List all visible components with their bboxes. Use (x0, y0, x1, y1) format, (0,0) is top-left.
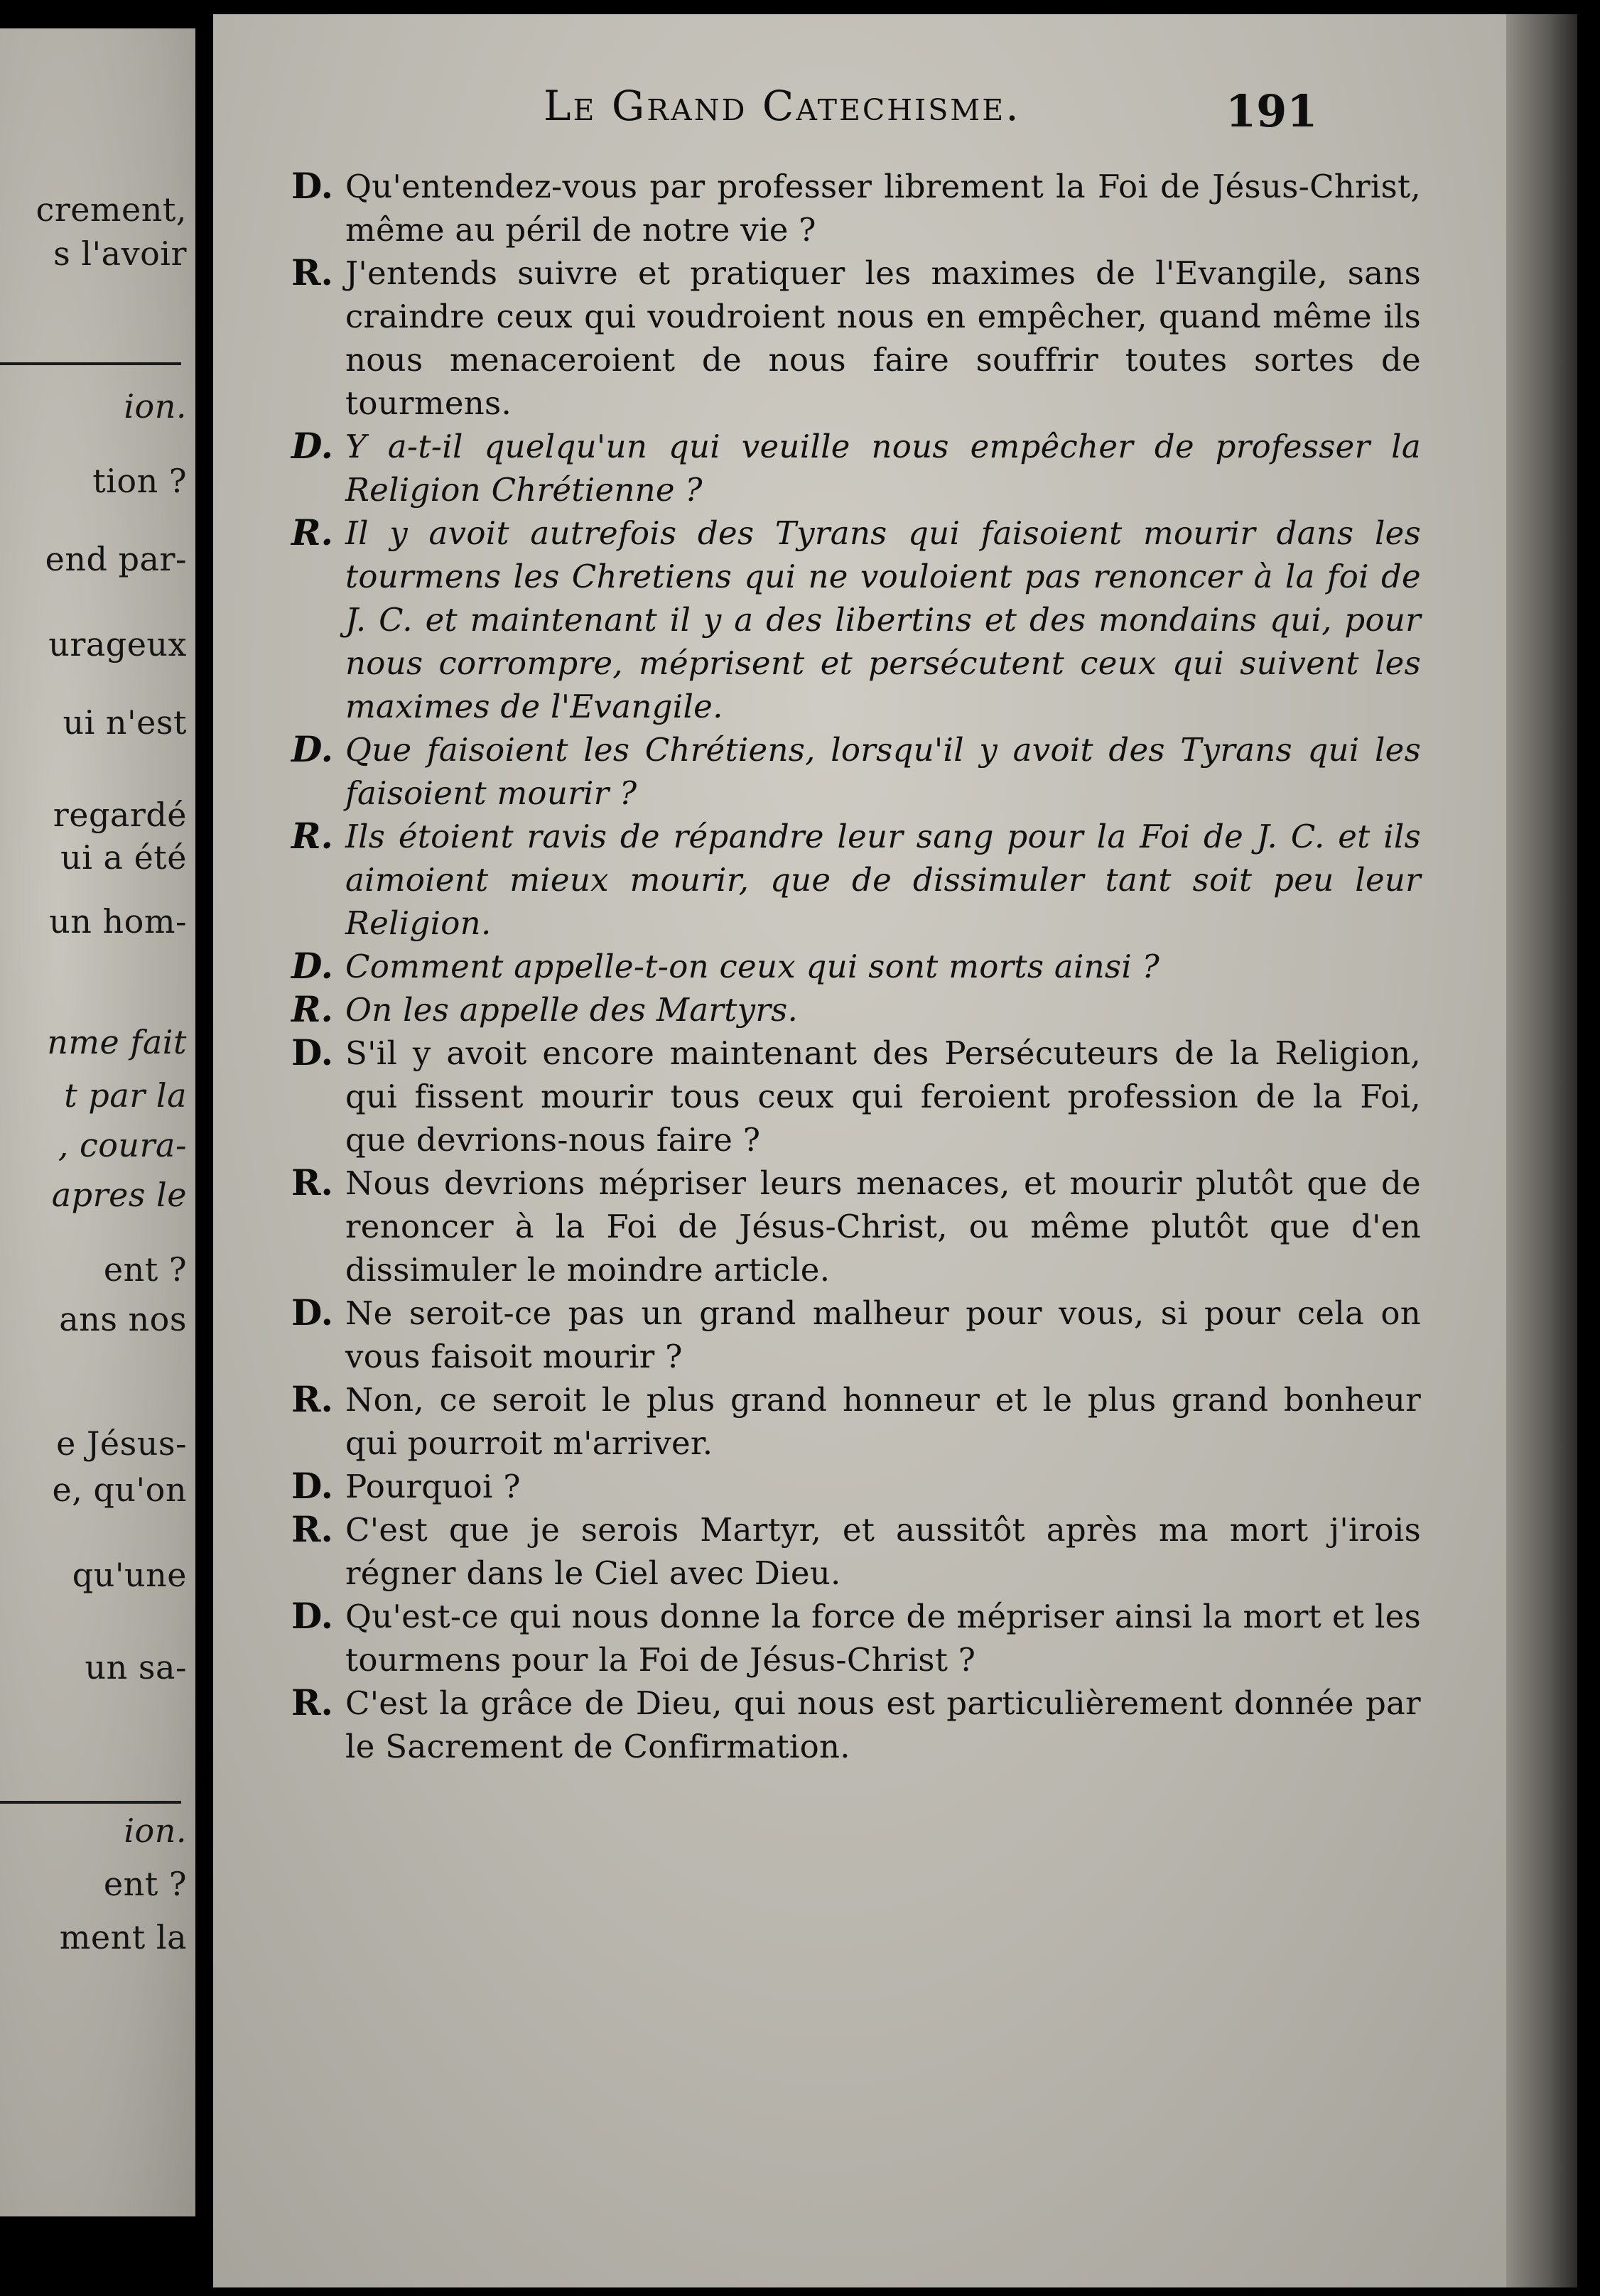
left-page-text-fragment: ion. (124, 387, 187, 426)
answer-entry (291, 1161, 1421, 1292)
entry-marker: R. (291, 1682, 333, 1723)
entry-text: Il y avoit autrefois des Tyrans qui faisoient mourir dans les tourmens les Chretiens qui ne vouloient pas renoncer à la foi de J. C. et maintenant il y a des libertins et des mondains qui, pour nous corrompre, méprisent et persécutent ceux qui suivent les maximes de l'Evangile. (345, 514, 1421, 725)
left-page-text-fragment: ion. (124, 1812, 187, 1850)
entry-marker: D. (291, 425, 333, 467)
answer-entry (291, 251, 1421, 425)
question-entry (291, 1465, 1421, 1508)
entry-marker: D. (291, 1031, 333, 1073)
left-page-fragment (0, 28, 195, 2216)
entry-text: On les appelle des Martyrs. (345, 991, 799, 1029)
entry-text: S'il y avoit encore maintenant des Persécuteurs de la Religion, qui fissent mourir tous ceux qui feroient profession de la Foi, que devrions-nous faire ? (345, 1034, 1421, 1159)
entry-marker: R. (291, 1161, 333, 1203)
left-page-text-fragment: un hom- (49, 902, 187, 941)
entry-marker: D. (291, 1292, 333, 1333)
entry-text: C'est la grâce de Dieu, qui nous est particulièrement donnée par le Sacrement de Confirmation. (345, 1684, 1421, 1765)
left-page-text-fragment: qu'une (72, 1556, 187, 1594)
right-page (213, 14, 1577, 2287)
question-entry (291, 1031, 1421, 1161)
left-page-text-fragment: nme fait (47, 1023, 187, 1061)
entry-text: Ne seroit-ce pas un grand malheur pour vous, si pour cela on vous faisoit mourir ? (345, 1294, 1421, 1375)
left-page-text-fragment: , coura- (58, 1126, 187, 1164)
entry-text: Non, ce seroit le plus grand honneur et le plus grand bonheur qui pourroit m'arriver. (345, 1381, 1421, 1462)
answer-entry (291, 1508, 1421, 1595)
entry-text: Qu'est-ce qui nous donne la force de mépriser ainsi la mort et les tourmens pour la Foi de Jésus-Christ ? (345, 1598, 1421, 1679)
answer-entry (291, 1378, 1421, 1465)
running-header: Le Grand Catechisme. (544, 82, 1021, 130)
catechism-text (291, 165, 1421, 1768)
left-page-text-fragment: t par la (64, 1076, 187, 1115)
left-page-text-fragment: ui n'est (63, 703, 187, 742)
page-edge (1506, 14, 1577, 2287)
left-page-text-fragment: ment la (59, 1918, 187, 1956)
question-entry (291, 1595, 1421, 1682)
left-page-text-fragment: ent ? (103, 1250, 187, 1289)
left-page-text-fragment: e, qu'on (52, 1471, 187, 1509)
left-page-text-fragment: s l'avoir (53, 234, 187, 273)
question-entry (291, 1292, 1421, 1378)
entry-text: Que faisoient les Chrétiens, lorsqu'il y avoit des Tyrans qui les faisoient mourir ? (345, 731, 1421, 812)
left-page-text-fragment: ent ? (103, 1865, 187, 1903)
entry-text: Nous devrions mépriser leurs menaces, et mourir plutôt que de renoncer à la Foi de Jésus-Christ, ou même plutôt que d'en dissimuler le moindre article. (345, 1164, 1421, 1289)
question-entry (291, 728, 1421, 815)
left-page-rule-top (0, 362, 181, 365)
answer-entry (291, 511, 1421, 728)
entry-marker: R. (291, 251, 333, 293)
left-page-text-fragment: tion ? (92, 462, 187, 500)
entry-text: Ils étoient ravis de répandre leur sang pour la Foi de J. C. et ils aimoient mieux mourir, que de dissimuler tant soit peu leur Religion. (345, 818, 1421, 942)
left-page-text-fragment: e Jésus- (56, 1424, 187, 1463)
entry-marker: R. (291, 1508, 333, 1550)
entry-marker: R. (291, 988, 333, 1030)
left-page-text-fragment: ui a été (60, 838, 187, 877)
left-page-text-fragment: ans nos (59, 1300, 187, 1338)
left-page-text-fragment: end par- (45, 540, 187, 578)
entry-marker: D. (291, 945, 333, 987)
left-page-text-fragment: crement, (36, 190, 187, 229)
entry-marker: D. (291, 728, 333, 770)
entry-text: Y a-t-il quelqu'un qui veuille nous empêcher de professer la Religion Chrétienne ? (345, 428, 1421, 509)
entry-marker: D. (291, 1465, 333, 1507)
left-page-text-fragment: urageux (48, 625, 187, 664)
entry-text: Qu'entendez-vous par professer librement la Foi de Jésus-Christ, même au péril de notre vie ? (345, 168, 1421, 249)
left-page-text-fragment: apres le (51, 1176, 187, 1214)
entry-marker: R. (291, 815, 333, 857)
answer-entry (291, 988, 1421, 1031)
entry-marker: D. (291, 1595, 333, 1637)
answer-entry (291, 1682, 1421, 1768)
question-entry (291, 425, 1421, 511)
entry-text: Pourquoi ? (345, 1468, 521, 1505)
page-number: 191 (1226, 85, 1318, 137)
entry-text: C'est que je serois Martyr, et aussitôt après ma mort j'irois régner dans le Ciel avec Dieu. (345, 1511, 1421, 1592)
left-page-rule-bottom (0, 1801, 181, 1804)
entry-marker: R. (291, 1378, 333, 1420)
entry-text: Comment appelle-t-on ceux qui sont morts ainsi ? (345, 948, 1160, 985)
entry-marker: R. (291, 511, 333, 553)
answer-entry (291, 815, 1421, 945)
question-entry (291, 945, 1421, 988)
left-page-text-fragment: un sa- (85, 1648, 187, 1686)
left-page-text-fragment: regardé (53, 796, 187, 834)
entry-text: J'entends suivre et pratiquer les maximes de l'Evangile, sans craindre ceux qui voudroient nous en empêcher, quand même ils nous menaceroient de nous faire souffrir toutes sortes de tourmens. (345, 254, 1421, 422)
entry-marker: D. (291, 165, 333, 207)
question-entry (291, 165, 1421, 251)
